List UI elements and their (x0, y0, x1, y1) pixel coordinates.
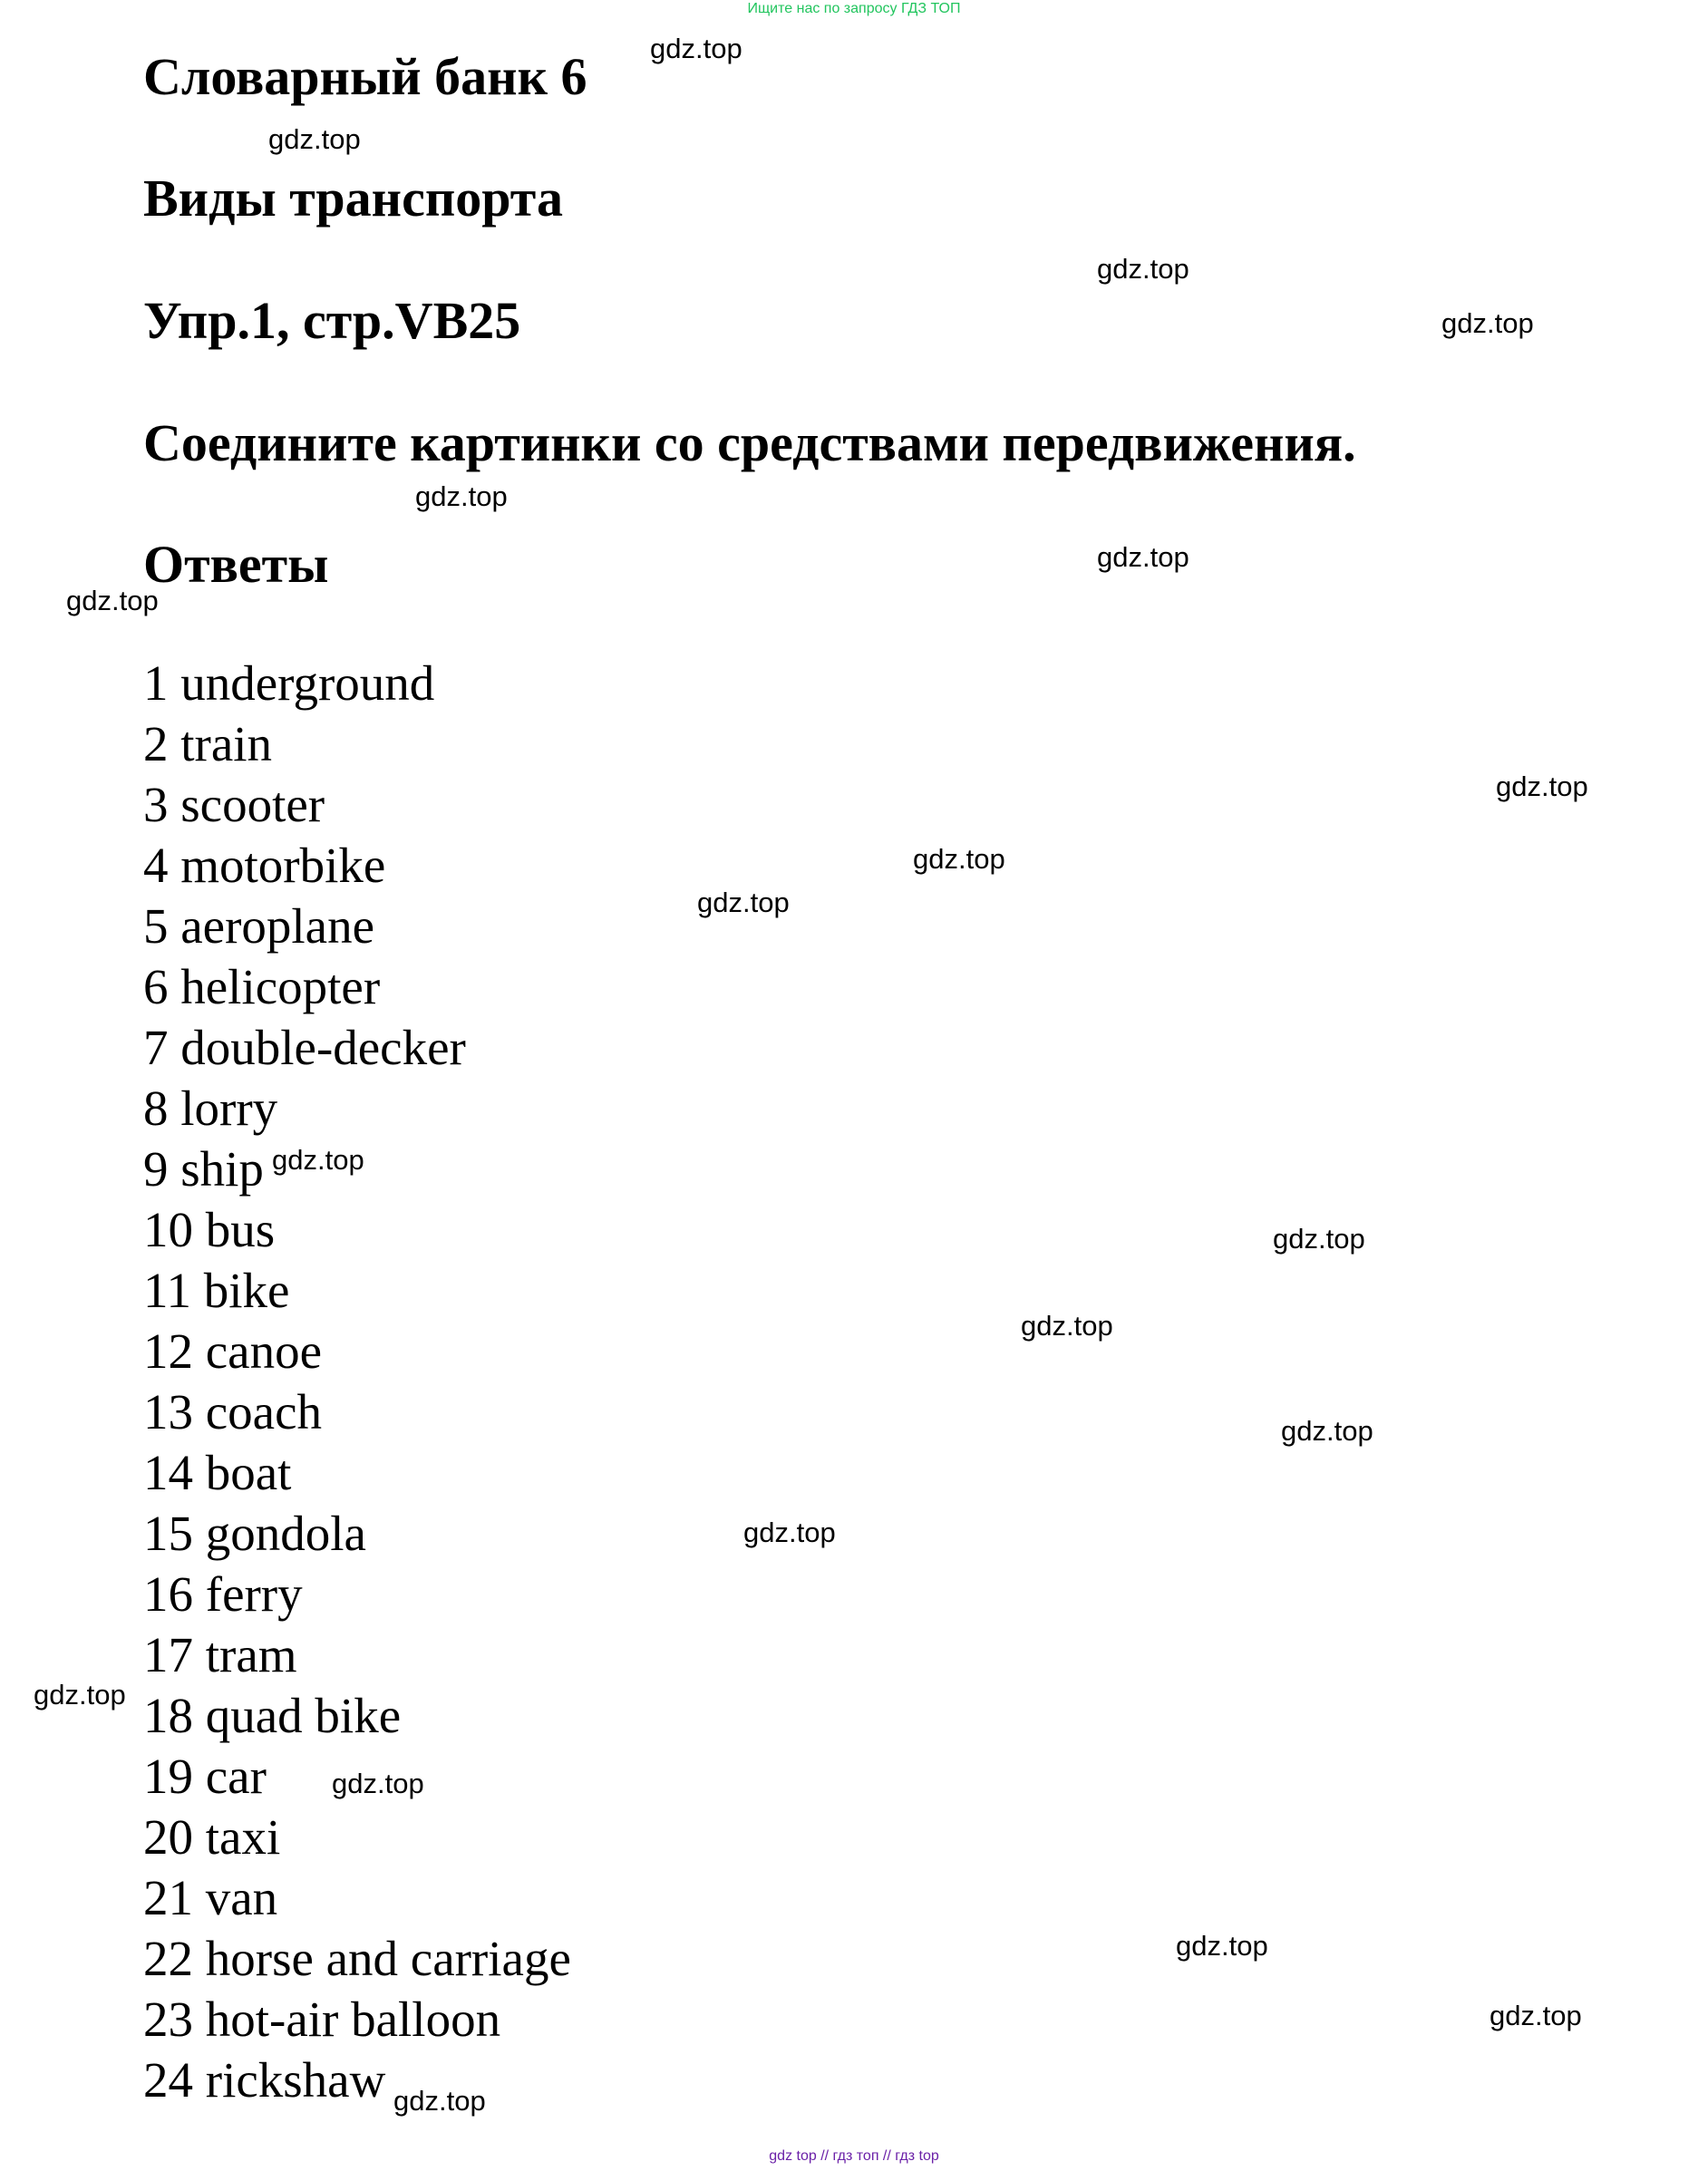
answer-item: 21 van (143, 1870, 278, 1925)
watermark: gdz.top (650, 33, 742, 64)
answer-item: 20 taxi (143, 1809, 281, 1865)
answer-item: 1 underground (143, 655, 435, 711)
answer-item: 23 hot-air balloon (143, 1992, 501, 2047)
watermark: gdz.top (393, 2085, 486, 2117)
answer-item: 14 boat (143, 1445, 292, 1500)
watermark: gdz.top (1281, 1415, 1373, 1447)
watermark: gdz.top (415, 480, 508, 512)
watermark: gdz.top (1176, 1930, 1268, 1962)
footer: gdz top // гдз топ // гдз top (769, 2148, 939, 2164)
exercise-instruction: Соедините картинки со средствами передвижения. (143, 413, 1356, 472)
watermark: gdz.top (34, 1679, 126, 1711)
watermark: gdz.top (1021, 1310, 1113, 1342)
watermark: gdz.top (1496, 771, 1588, 802)
watermark: gdz.top (913, 843, 1005, 875)
answer-item: 8 lorry (143, 1081, 278, 1136)
watermark: gdz.top (743, 1517, 836, 1548)
answer-item: 4 motorbike (143, 838, 386, 893)
answer-item: 19 car (143, 1749, 267, 1804)
answer-item: 22 horse and carriage (143, 1931, 571, 1986)
page-title: Словарный банк 6 (143, 47, 587, 106)
answer-item: 6 helicopter (143, 959, 381, 1014)
answer-item: 13 coach (143, 1384, 322, 1439)
answer-item: 17 tram (143, 1627, 297, 1682)
answer-item: 9 ship (143, 1141, 264, 1197)
watermark: gdz.top (1097, 253, 1189, 285)
answer-item: 12 canoe (143, 1323, 322, 1379)
answer-item: 7 double-decker (143, 1020, 466, 1075)
answer-item: 15 gondola (143, 1506, 366, 1561)
top-banner: Ищите нас по запросу ГДЗ ТОП (747, 1, 961, 16)
watermark: gdz.top (1097, 541, 1189, 573)
answers-list (143, 653, 571, 2110)
answer-item: 24 rickshaw (143, 2052, 386, 2108)
watermark: gdz.top (66, 585, 159, 616)
answer-item: 2 train (143, 716, 273, 771)
watermark: gdz.top (697, 887, 790, 918)
answer-item: 10 bus (143, 1202, 276, 1257)
answer-item: 5 aeroplane (143, 898, 374, 954)
watermark: gdz.top (1273, 1223, 1365, 1255)
answer-item: 16 ferry (143, 1566, 303, 1622)
watermark: gdz.top (268, 123, 361, 155)
watermark: gdz.top (1441, 307, 1534, 339)
watermark: gdz.top (332, 1768, 424, 1799)
watermark: gdz.top (1490, 2000, 1582, 2031)
answer-item: 3 scooter (143, 777, 325, 832)
page-subtitle: Виды транспорта (143, 169, 563, 228)
exercise-reference: Упр.1, стр.VB25 (143, 291, 521, 350)
answers-heading: Ответы (143, 535, 329, 594)
answer-item: 11 bike (143, 1263, 290, 1318)
watermark: gdz.top (272, 1144, 364, 1176)
answer-item: 18 quad bike (143, 1688, 402, 1743)
